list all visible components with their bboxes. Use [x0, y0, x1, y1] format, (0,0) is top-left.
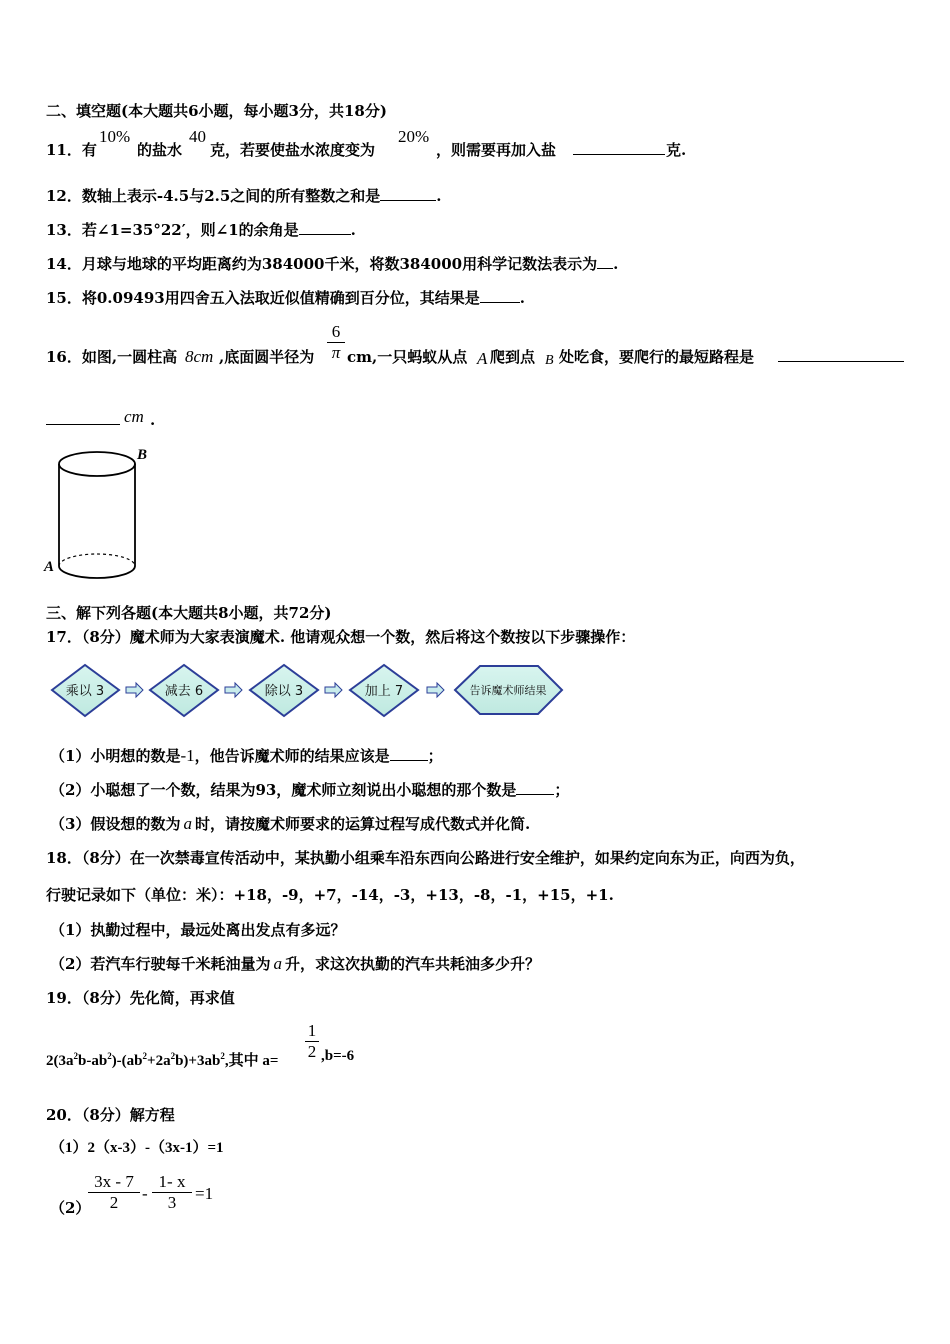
q19-sup-4: 2 [170, 1051, 176, 1061]
q17-sub3-var: a [183, 814, 192, 833]
q16-text-5: 处吃食，要爬行的最短路程是 [559, 348, 755, 366]
q17-sub1-text-b: ，他告诉魔术师的结果应该是 [194, 747, 390, 765]
q20-sub2-label: （2） [50, 1199, 91, 1217]
q12-question: 12．数轴上表示-4.5与2.5之间的所有整数之和是 [46, 187, 381, 205]
figure-label-b: B [137, 447, 148, 463]
q16-text-2: ,底面圆半径为 [219, 348, 315, 366]
q17-sub1-text-a: （1）小明想的数是 [50, 747, 181, 765]
q17-text: 17．（8分）魔术师为大家表演魔术. 他请观众想一个数，然后将这个数按以下步骤操作： [46, 628, 636, 646]
q20-equals: =1 [195, 1184, 214, 1203]
q16-point-a: A [477, 349, 488, 368]
q18-line1: 18．（8分）在一次禁毒宣传活动中，某执勤小组乘车沿东西向公路进行安全维护，如果约定向东为正，向西为负， [46, 849, 805, 867]
q19-sup-3: 2 [142, 1051, 148, 1061]
q11-prefix: 11．有 [46, 141, 97, 159]
cylinder-bottom-back [59, 554, 135, 566]
flow-step-1-label: 乘以 3 [65, 684, 105, 699]
q20-f2-den: 3 [167, 1193, 177, 1212]
q19-expr-b: b-ab [78, 1053, 108, 1069]
q17-sub2 [50, 780, 569, 800]
q19-expression [46, 1046, 278, 1071]
q20-sub1: （1）2（x-3）-（3x-1）=1 [50, 1140, 224, 1156]
q17-sub1-value: -1 [180, 746, 195, 765]
q17-sub3-text-a: （3）假设想的数为 [50, 815, 181, 833]
q13-question: 13．若∠1=35°22′，则∠1的余角是 [46, 221, 299, 239]
q17-sub1 [50, 746, 443, 766]
q11-text-2: 克，若要使盐水浓度变为 [210, 141, 376, 159]
q19-text: 19．（8分）先化简，再求值 [46, 989, 235, 1007]
q13-end: . [350, 221, 356, 239]
q19-sup-1: 2 [73, 1051, 78, 1061]
q13-text [46, 220, 356, 240]
q16-fraction-num: 6 [331, 322, 341, 341]
flow-step-4-label: 加上 7 [364, 684, 404, 699]
q19-expr-f: ,其中 a= [224, 1053, 279, 1069]
q20-text: 20．（8分）解方程 [46, 1106, 175, 1124]
flow-arrow-1 [126, 683, 143, 697]
q11-text-1: 的盐水 [137, 141, 183, 159]
q20-fraction-1 [88, 1172, 140, 1213]
q18-sub1: （1）执勤过程中，最远处离出发点有多远？ [50, 921, 346, 939]
q19-expr-d: +2a [147, 1053, 171, 1069]
figure-label-a: A [44, 559, 55, 575]
flow-arrow-3 [325, 683, 342, 697]
q16-text-4: 爬到点 [490, 348, 536, 366]
cylinder-bottom-front [59, 566, 135, 578]
q12-text [46, 186, 442, 206]
q15-question: 15．将0.09493用四舍五入法取近似值精确到百分位，其结果是 [46, 289, 480, 307]
q15-text [46, 288, 525, 308]
section-2-heading: 二、填空题(本大题共6小题，每小题3分，共18分) [46, 102, 387, 120]
q11-end: 克. [666, 141, 687, 159]
cylinder-figure [40, 440, 160, 585]
q12-answer-blank[interactable] [380, 186, 436, 201]
q16-text-3: cm,一只蚂蚁从点 [347, 348, 468, 366]
q16-height: 8cm [185, 347, 214, 366]
flow-step-2-label: 减去 6 [164, 684, 204, 699]
flow-step-3-label: 除以 3 [264, 684, 304, 699]
q19-expr-e: b)+3ab [175, 1053, 221, 1069]
q17-sub3 [50, 814, 530, 834]
q11-answer-blank[interactable] [573, 140, 665, 160]
q19-expr-a: 2(3a [46, 1053, 74, 1069]
q11-text-3: ，则需要再加入盐 [436, 141, 557, 159]
q16-unit: cm [124, 407, 144, 426]
q18-sub2-text-b: 升，求这次执勤的汽车共耗油多少升？ [284, 955, 540, 973]
q17-flowchart [50, 662, 570, 722]
q13-answer-blank[interactable] [299, 220, 351, 235]
q20-f1-num: 3x - 7 [94, 1172, 134, 1191]
q19-fraction-den: 2 [307, 1042, 317, 1061]
q19-sup-2: 2 [107, 1051, 112, 1061]
q20-f1-den: 2 [109, 1193, 119, 1212]
flow-arrow-2 [225, 683, 242, 697]
q15-answer-blank[interactable] [480, 288, 520, 303]
q16-point-b: B [545, 353, 554, 368]
q16-fraction-den: π [331, 343, 341, 362]
q18-sub2 [50, 954, 540, 974]
q17-sub2-blank[interactable] [516, 780, 554, 795]
q19-expr-c: )-(ab [111, 1053, 143, 1069]
q14-answer-blank[interactable] [597, 254, 613, 269]
q19-fraction-num: 1 [307, 1021, 317, 1040]
q17-sub2-text: （2）小聪想了一个数，结果为93，魔术师立刻说出小聪想的那个数是 [50, 781, 517, 799]
q16-answer-blank-1[interactable] [778, 347, 904, 367]
q18-line2: 行驶记录如下（单位：米）：+18，-9，+7，-14，-3，+13，-8，-1，+15，+1. [46, 886, 614, 904]
q20-f2-num: 1- x [158, 1172, 186, 1191]
q11-percent-10: 10% [99, 127, 131, 146]
q16-answer-blank-2[interactable] [46, 410, 120, 430]
q14-end: . [613, 255, 619, 273]
flow-arrow-4 [427, 683, 444, 697]
q19-fraction [305, 1021, 319, 1062]
q12-end: . [436, 187, 442, 205]
q17-sub3-text-b: 时，请按魔术师要求的运算过程写成代数式并化简. [194, 815, 531, 833]
q16-text-1: 16．如图,一圆柱高 [46, 348, 178, 366]
q18-sub2-var: a [273, 954, 282, 973]
q11-percent-20: 20% [398, 127, 430, 146]
q18-sub2-text-a: （2）若汽车行驶每千米耗油量为 [50, 955, 271, 973]
q17-sub1-end: ； [427, 747, 443, 765]
q19-sup-5: 2 [220, 1051, 225, 1061]
q11-grams-40: 40 [189, 127, 206, 146]
flow-final-label: 告诉魔术师结果 [469, 684, 547, 697]
q14-question: 14．月球与地球的平均距离约为384000千米，将数384000用科学记数法表示为 [46, 255, 598, 273]
q15-end: . [519, 289, 525, 307]
q14-text [46, 254, 618, 274]
q20-fraction-2 [152, 1172, 192, 1213]
q20-minus: - [142, 1184, 148, 1203]
q19-expr-tail: ,b=-6 [321, 1048, 355, 1064]
q17-sub2-end: ； [554, 781, 570, 799]
q16-end: . [150, 411, 156, 429]
q17-sub1-blank[interactable] [390, 746, 428, 761]
section-3-heading: 三、解下列各题(本大题共8小题，共72分) [46, 604, 332, 622]
cylinder-top [59, 452, 135, 476]
q16-radius-fraction [327, 322, 345, 363]
